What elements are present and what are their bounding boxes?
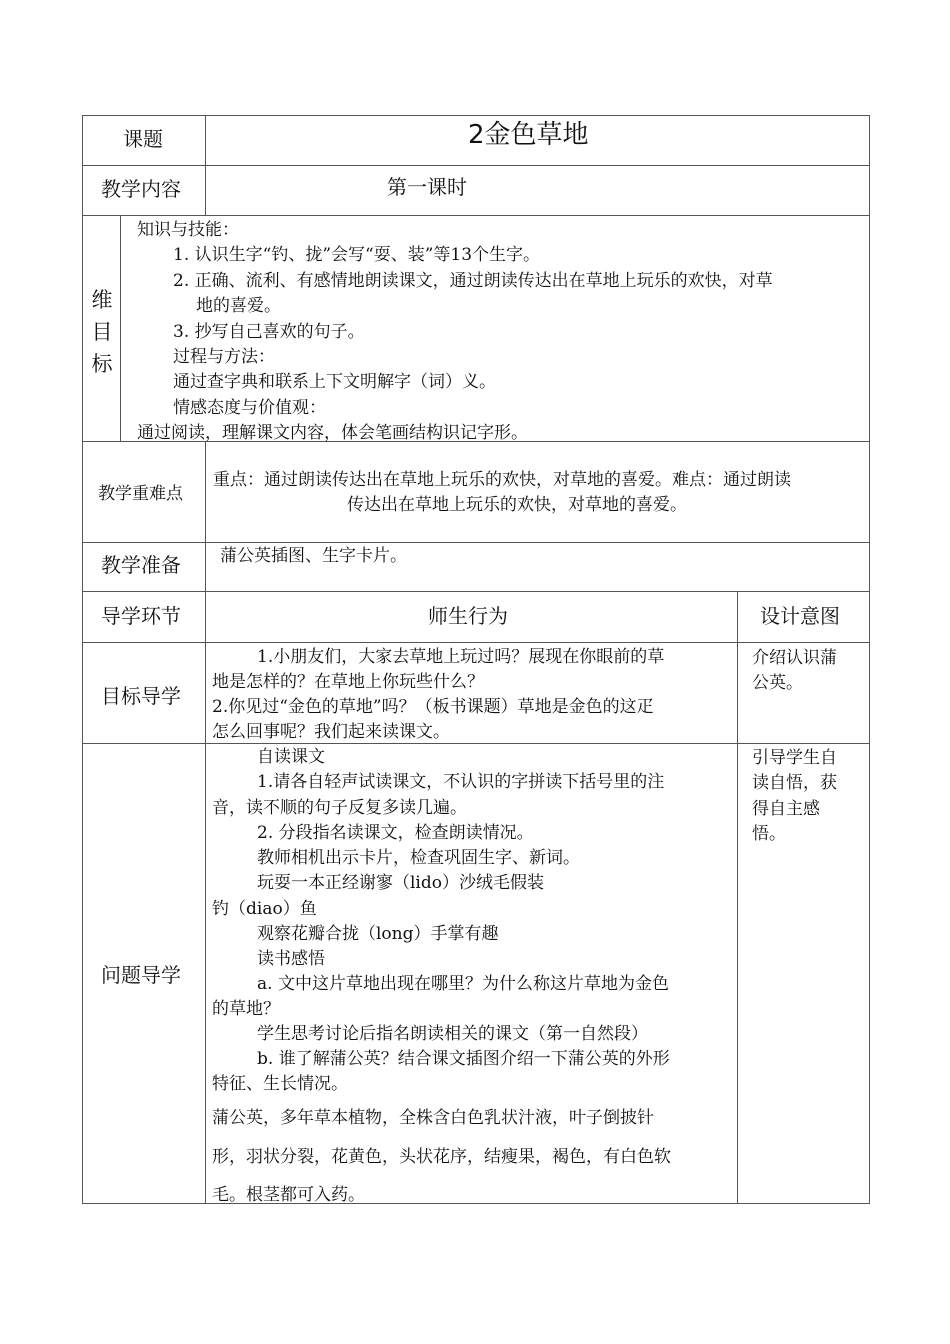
col-header-intent: 设计意图 — [760, 604, 840, 628]
prep-value: 蒲公英插图、生字卡片。 — [220, 546, 407, 566]
row-divider — [82, 542, 870, 543]
table-top-border — [82, 115, 870, 116]
row-goal-line: 1.小朋友们，大家去草地上玩过吗？展现在你眼前的草 — [257, 647, 665, 667]
row-divider — [82, 215, 870, 216]
row-question-intent-line: 引导学生自 — [752, 748, 837, 768]
goals-heading-attitude: 情感态度与价值观： — [173, 398, 326, 418]
row-question-line: 钓（diao）鱼 — [212, 899, 317, 919]
goals-heading-method: 过程与方法： — [173, 347, 275, 367]
row-question-line: 读书感悟 — [257, 949, 325, 969]
row-question-line: 音，读不顺的句子反复多读几遍。 — [212, 798, 467, 818]
row-question-line: 的草地？ — [212, 999, 280, 1019]
goals-item-2-cont: 地的喜爱。 — [196, 296, 281, 316]
goals-side-char: 维 — [91, 288, 113, 312]
row-question-line: 1.请各自轻声试读课文，不认识的字拼读下括号里的注 — [257, 772, 665, 792]
row-question-line: 观察花瓣合拢（long）手掌有趣 — [257, 924, 499, 944]
content-label: 教学内容 — [101, 177, 181, 201]
keypoints-line-2: 传达出在草地上玩乐的欢快，对草地的喜爱。 — [347, 495, 687, 515]
goals-side-char: 标 — [91, 352, 113, 376]
row-divider — [82, 743, 870, 744]
goals-item-1: 1. 认识生字“钓、拢”会写“耍、装”等13个生字。 — [173, 245, 541, 265]
topic-label: 课题 — [123, 127, 163, 151]
row-question-intent-line: 悟。 — [752, 824, 786, 844]
row-divider — [82, 165, 870, 166]
goals-heading-knowledge: 知识与技能： — [137, 220, 239, 240]
prep-label: 教学准备 — [101, 553, 181, 577]
row-goal-label: 目标导学 — [101, 684, 181, 708]
row-question-intent-line: 得自主感 — [752, 799, 820, 819]
table-left-border — [82, 115, 83, 1204]
col-header-stage: 导学环节 — [101, 604, 181, 628]
keypoints-line-1: 重点：通过朗读传达出在草地上玩乐的欢快，对草地的喜爱。难点：通过朗读 — [213, 470, 791, 490]
row-goal-line: 怎么回事呢？我们起来读课文。 — [212, 722, 450, 742]
row-goal-intent-line: 介绍认识蒲 — [752, 648, 837, 668]
row-question-line: 自读课文 — [257, 747, 325, 767]
row-question-line: 玩耍一本正经谢寥（lido）沙绒毛假装 — [257, 873, 544, 893]
row-goal-line: 地是怎样的？在草地上你玩些什么？ — [212, 672, 484, 692]
table-bottom-border — [82, 1203, 870, 1204]
col-header-activity: 师生行为 — [428, 604, 508, 628]
goals-attitude-text: 通过阅读，理解课文内容，体会笔画结构识记字形。 — [137, 423, 528, 443]
table-right-border — [869, 115, 870, 1204]
row-question-line: a. 文中这片草地出现在哪里？为什么称这片草地为金色 — [257, 974, 669, 994]
col-divider — [205, 115, 206, 216]
row-question-line: b. 谁了解蒲公英？结合课文插图介绍一下蒲公英的外形 — [257, 1049, 670, 1069]
row-divider — [82, 591, 870, 592]
lesson-title: 2金色草地 — [468, 120, 589, 150]
goals-item-3: 3. 抄写自己喜欢的句子。 — [173, 322, 365, 342]
goals-side-label — [90, 284, 114, 380]
row-question-line: 2. 分段指名读课文，检查朗读情况。 — [257, 823, 534, 843]
row-question-line: 学生思考讨论后指名朗读相关的课文（第一自然段） — [257, 1024, 648, 1044]
row-goal-intent-line: 公英。 — [752, 673, 803, 693]
content-value: 第一课时 — [387, 175, 467, 199]
row-question-label: 问题导学 — [101, 963, 181, 987]
col-divider — [737, 591, 738, 1204]
row-question-intent-line: 读自悟，获 — [752, 773, 837, 793]
goals-side-char: 目 — [91, 320, 113, 344]
keypoints-label: 教学重难点 — [98, 484, 183, 504]
row-question-line: 蒲公英，多年草本植物，全株含白色乳状汁液，叶子倒披针 — [212, 1108, 654, 1128]
row-question-line: 毛。根茎都可入药。 — [212, 1185, 365, 1205]
row-goal-line: 2.你见过“金色的草地”吗？（板书课题）草地是金色的这疋 — [212, 697, 654, 717]
row-question-line: 教师相机出示卡片，检查巩固生字、新词。 — [257, 848, 580, 868]
row-divider — [82, 642, 870, 643]
goals-method-text: 通过查字典和联系上下文明解字（词）义。 — [173, 372, 496, 392]
col-divider — [205, 441, 206, 1204]
col-divider — [120, 215, 121, 442]
row-question-line: 特征、生长情况。 — [212, 1074, 348, 1094]
goals-item-2: 2. 正确、流利、有感情地朗读课文，通过朗读传达出在草地上玩乐的欢快，对草 — [173, 271, 773, 291]
row-question-line: 形，羽状分裂，花黄色，头状花序，结瘦果，褐色，有白色软 — [212, 1147, 671, 1167]
